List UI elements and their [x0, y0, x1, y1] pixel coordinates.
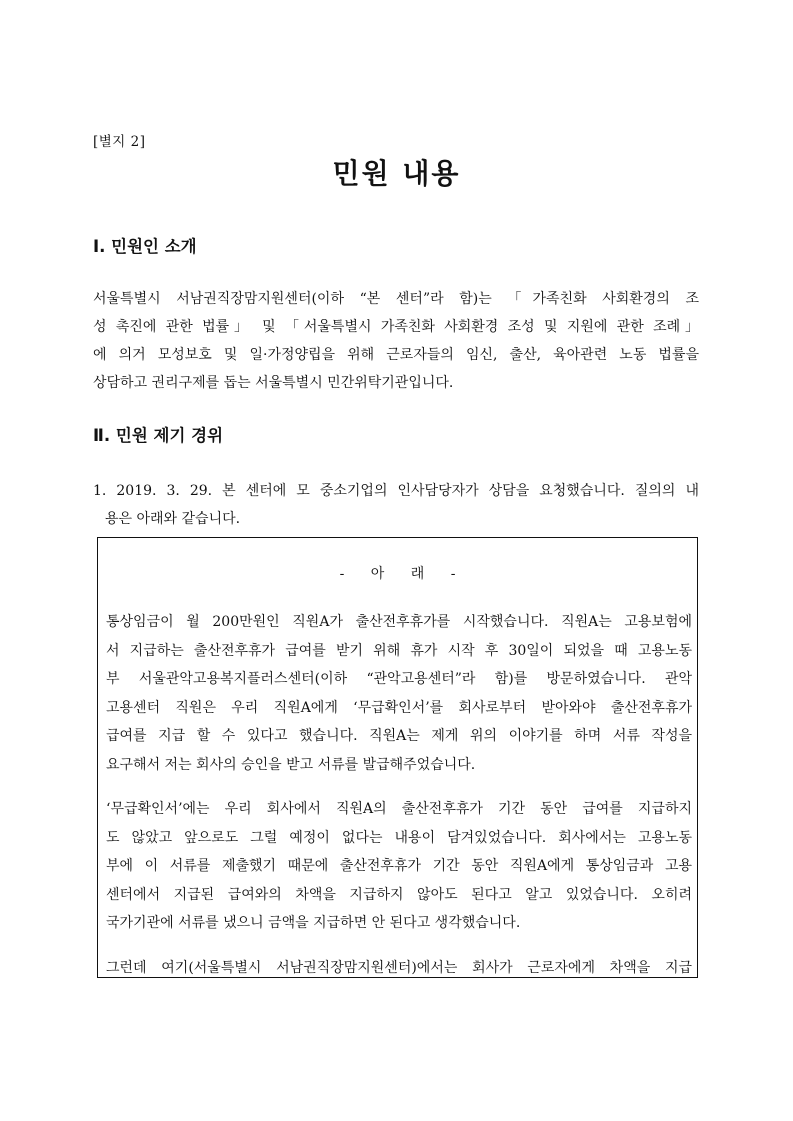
page-title: 민원 내용 — [332, 157, 461, 190]
intro-paragraph — [93, 285, 699, 397]
box-line: ‘무급확인서’에는 우리 회사에서 직원A의 출산전후휴가 기간 동안 급여를 지급하지 — [106, 801, 692, 817]
intro-line: 성 촉진에 관한 법률」 및 「서울특별시 가족친화 사회환경 조성 및 지원에 관한 조례」 — [93, 319, 699, 335]
numbered-item-1 — [93, 477, 699, 533]
intro-line: 서울특별시 서남권직장맘지원센터(이하 “본 센터”라 함)는 「가족친화 사회환경의 조 — [93, 291, 699, 307]
box-paragraph-3 — [106, 954, 692, 983]
box-line: 고용센터 직원은 우리 직원A에게 ‘무급확인서’를 회사로부터 받아와야 출산전후휴가 — [106, 699, 692, 716]
section-heading-background: Ⅱ. 민원 제기 경위 — [93, 426, 224, 445]
box-header: - 아 래 - — [339, 566, 456, 582]
box-line: 부에 이 서류를 제출했기 때문에 출산전후휴가 기간 동안 직원A에게 통상임금과 고용 — [106, 858, 692, 874]
intro-line: 에 의거 모성보호 및 일·가정양립을 위해 근로자들의 임신, 출산, 육아관련 노동 법률을 — [93, 347, 699, 363]
box-line: 서 지급하는 출산전후휴가 급여를 받기 위해 휴가 시작 후 30일이 되었을 때 고용노동 — [106, 642, 692, 659]
box-line: 그런데 여기(서울특별시 서남권직장맘지원센터)에서는 회사가 근로자에게 차액을 지급 — [106, 960, 692, 976]
box-paragraph-2 — [106, 795, 692, 938]
box-paragraph-1 — [106, 608, 692, 779]
item-line: 1. 2019. 3. 29. 본 센터에 모 중소기업의 인사담당자가 상담을 요청했습니다. 질의의 내 — [93, 483, 699, 499]
attachment-label: [별지 2] — [93, 134, 146, 150]
box-line: 급여를 지급 할 수 있다고 했습니다. 직원A는 제게 위의 이야기를 하며 서류 작성을 — [106, 728, 692, 744]
box-line: 부 서울관악고용복지플러스센터(이하 “관악고용센터”라 함)를 방문하였습니다. 관악 — [106, 671, 692, 687]
box-line: 도 않았고 앞으로도 그럴 예정이 없다는 내용이 담겨있었습니다. 회사에서는 고용노동 — [106, 829, 692, 846]
item-line: 용은 아래와 같습니다. — [105, 511, 241, 527]
box-line: 요구해서 저는 회사의 승인을 받고 서류를 발급해주었습니다. — [106, 756, 476, 773]
section-heading-intro: Ⅰ. 민원인 소개 — [93, 237, 197, 256]
intro-line: 상담하고 권리구제를 돕는 서울특별시 민간위탁기관입니다. — [93, 375, 454, 391]
box-line: 통상임금이 월 200만원인 직원A가 출산전후휴가를 시작했습니다. 직원A는 고용보험에 — [106, 614, 692, 630]
box-line: 국가기관에 서류를 냈으니 금액을 지급하면 안 된다고 생각했습니다. — [106, 915, 521, 931]
box-line: 센터에서 지급된 급여와의 차액을 지급하지 않아도 된다고 알고 있었습니다. 오히려 — [106, 886, 692, 903]
